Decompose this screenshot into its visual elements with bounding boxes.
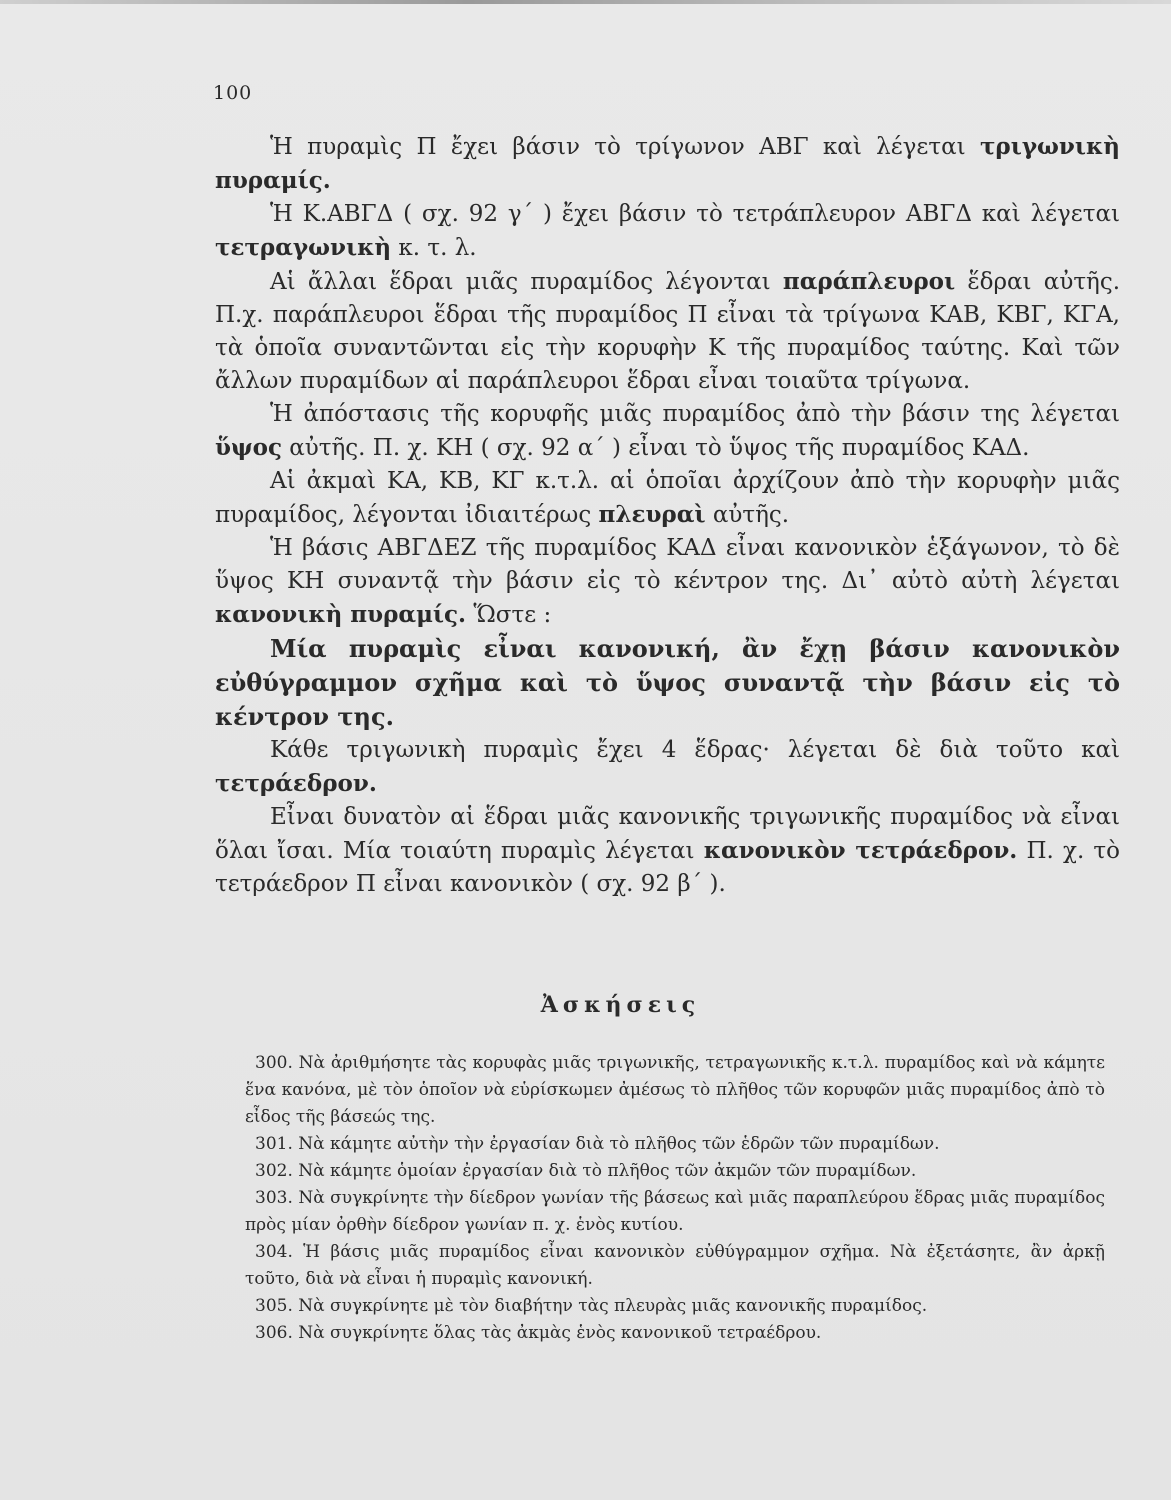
exercise-item: 302. Νὰ κάμητε ὁμοίαν ἐργασίαν διὰ τὸ πλῆθος τῶν ἀκμῶν τῶν πυραμίδων. [255,1161,917,1181]
paragraph [215,801,1120,901]
bold-term: παράπλευροι [782,268,956,295]
text-run: Ὥστε : [466,602,552,628]
bold-term: Μία πυραμὶς εἶναι κανονική, ἂν ἔχῃ βάσιν κανονικὸν εὐθύγραμμον σχῆμα καὶ τὸ ὕψος συναντᾷ τὴν βάσιν εἰς τὸ κέντρον της. [215,634,1120,731]
exercise-item: 303. Νὰ συγκρίνητε τὴν δίεδρον γωνίαν τῆς βάσεως καὶ μιᾶς παραπλεύρου ἕδρας μιᾶς πυραμίδος πρὸς μίαν ὀρθὴν δίεδρον γωνίαν π. χ. ἑνὸς κυτίου. [245,1188,1105,1235]
paragraph [215,130,1120,198]
text-run: Κάθε τριγωνικὴ πυραμὶς ἔχει 4 ἕδρας· λέγεται δὲ διὰ τοῦτο καὶ [270,737,1120,763]
page-number: 100 [213,82,253,104]
rule-statement [215,632,1120,734]
text-run: αὐτῆς. [705,502,790,528]
paragraph [215,734,1120,801]
exercise-item: 305. Νὰ συγκρίνητε μὲ τὸν διαβήτην τὰς πλευρὰς μιᾶς κανονικῆς πυραμίδος. [255,1296,928,1316]
text-run: ἕδραι αὐτῆς. Π.χ. παράπλευροι ἕδραι τῆς πυραμίδος Π εἶναι τὰ τρίγωνα ΚΑΒ, ΚΒΓ, ΚΓΑ, τὰ ὁποῖα συναντῶνται εἰς τὴν κορυφὴν Κ τῆς πυραμίδος ταύτης. Καὶ τῶν ἄλλων πυραμίδων αἱ παράπλευροι ἕδραι εἶναι τοιαῦτα τρίγωνα. [215,269,1121,394]
paragraph [215,198,1120,265]
text-run: Ἡ ἀπόστασις τῆς κορυφῆς μιᾶς πυραμίδος ἀπὸ τὴν βάσιν της λέγεται [270,401,1120,427]
text-run: Ἡ βάσις ΑΒΓΔΕΖ τῆς πυραμίδος ΚΑΔ εἶναι κανονικὸν ἑξάγωνον, τὸ δὲ ὕψος ΚΗ συναντᾷ τὴν βάσιν εἰς τὸ κέντρον της. Δι᾽ αὐτὸ αὐτὴ λέγεται [215,535,1120,594]
text-run: Αἱ ἀκμαὶ ΚΑ, ΚΒ, ΚΓ κ.τ.λ. αἱ ὁποῖαι ἀρχίζουν ἀπὸ τὴν κορυφὴν μιᾶς πυραμίδος, λέγονται ἰδιαιτέρως [215,468,1120,528]
text-run: Αἱ ἄλλαι ἕδραι μιᾶς πυραμίδος λέγονται [270,269,783,295]
text-run: κ. τ. λ. [391,235,477,261]
paragraph [215,265,1120,398]
bold-term: τετραγωνικὴ [215,234,392,261]
bold-term: κανονικὸν τετράεδρον. [703,837,1018,864]
paragraph [215,465,1120,532]
page-top-edge [0,0,1171,4]
exercise-item: 306. Νὰ συγκρίνητε ὅλας τὰς ἀκμὰς ἑνὸς κανονικοῦ τετραέδρου. [255,1323,822,1343]
text-run: Ἡ Κ.ΑΒΓΔ ( σχ. 92 γ΄ ) ἔχει βάσιν τὸ τετράπλευρον ΑΒΓΔ καὶ λέγεται [270,201,1120,227]
text-run: αὐτῆς. Π. χ. ΚΗ ( σχ. 92 α΄ ) εἶναι τὸ ὕψος τῆς πυραμίδος ΚΑΔ. [281,435,1030,461]
text-run: Π. χ. τὸ τετράεδρον Π εἶναι κανονικὸν ( σχ. 92 β΄ ). [215,838,1120,897]
paragraph [215,532,1120,632]
bold-term: πλευραὶ [598,501,706,528]
paragraph [215,398,1120,465]
bold-term: κανονικὴ πυραμίς. [215,601,467,628]
text-run: Ἡ πυραμὶς Π ἔχει βάσιν τὸ τρίγωνον ΑΒΓ καὶ λέγεται [270,134,980,160]
text-run: Εἶναι δυνατὸν αἱ ἕδραι μιᾶς κανονικῆς τριγωνικῆς πυραμίδος νὰ εἶναι ὅλαι ἴσαι. Μία τοιαύτη πυραμὶς λέγεται [215,804,1120,864]
exercise-item: 301. Νὰ κάμητε αὐτὴν τὴν ἐργασίαν διὰ τὸ πλῆθος τῶν ἑδρῶν τῶν πυραμίδων. [255,1134,940,1154]
exercise-item: 304. Ἡ βάσις μιᾶς πυραμίδος εἶναι κανονικὸν εὐθύγραμμον σχῆμα. Νὰ ἐξετάσητε, ἂν ἀρκῇ τοῦτο, διὰ νὰ εἶναι ἡ πυραμὶς κανονική. [245,1242,1105,1289]
exercises-heading: Ἀσκήσεις [540,992,701,1018]
bold-term: ὕψος [215,434,282,461]
exercise-item: 300. Νὰ ἀριθμήσητε τὰς κορυφὰς μιᾶς τριγωνικῆς, τετραγωνικῆς κ.τ.λ. πυραμίδος καὶ νὰ κάμητε ἕνα κανόνα, μὲ τὸν ὁποῖον νὰ εὑρίσκωμεν ἀμέσως τὸ πλῆθος τῶν κορυφῶν μιᾶς πυραμίδος ἀπὸ τὸ εἶδος τῆς βάσεώς της. [245,1053,1105,1127]
bold-term: τριγωνικὴ πυραμίς. [215,133,1120,194]
bold-term: τετράεδρον. [215,770,377,797]
main-text [215,130,1120,901]
exercises-list [245,1050,1105,1347]
